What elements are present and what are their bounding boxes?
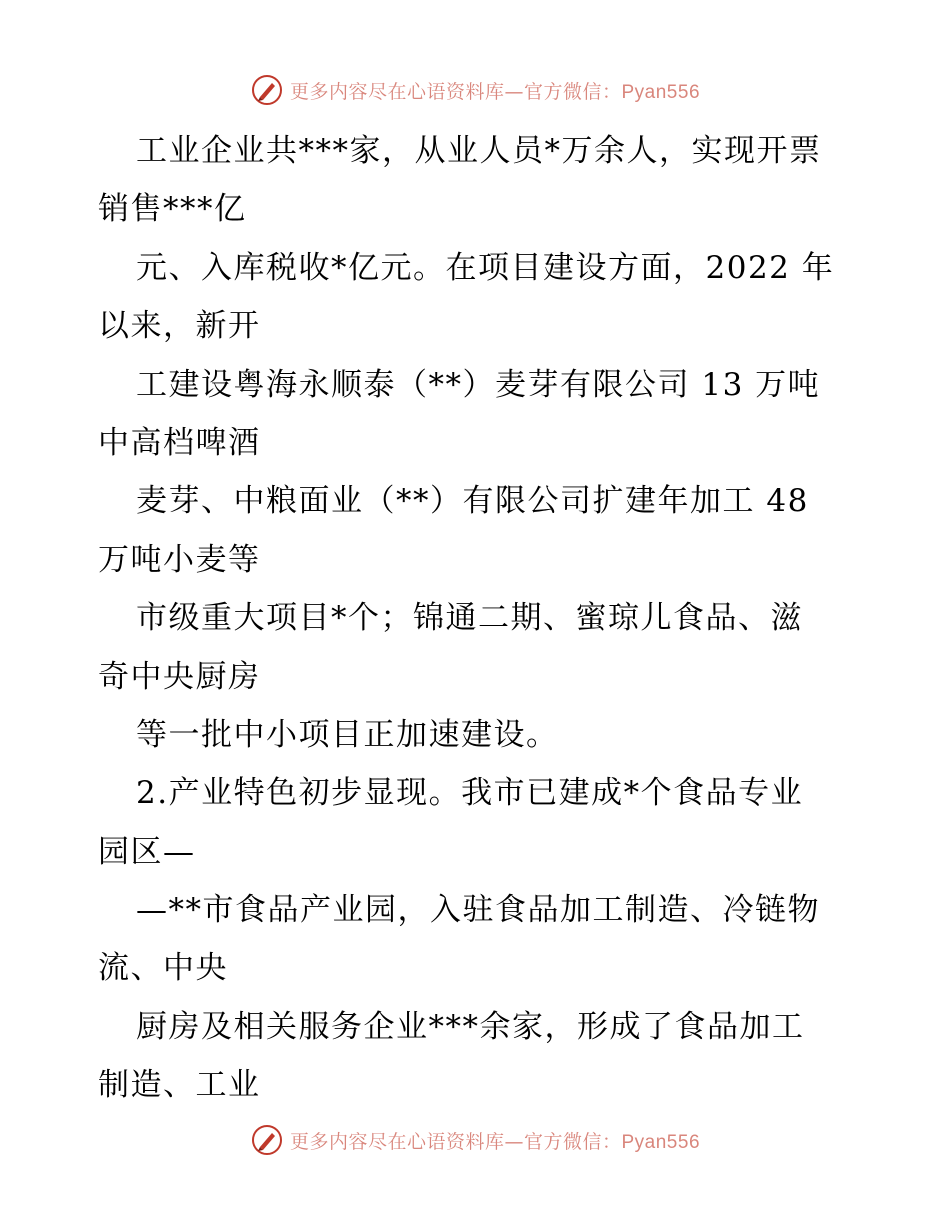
text-line: 园区— xyxy=(98,833,196,870)
text-line: 销售***亿 xyxy=(98,191,247,228)
text-line: 以来，新开 xyxy=(98,308,261,345)
text-line: 麦芽、中粮面业（**）有限公司扩建年加工 48 xyxy=(136,483,809,520)
text-line: 市级重大项目*个；锦通二期、蜜琼儿食品、滋 xyxy=(136,600,803,637)
text-line: 流、中央 xyxy=(98,950,228,987)
watermark-label: 更多内容尽在心语资料库—官方微信： xyxy=(289,1130,622,1153)
text-line: 制造、工业 xyxy=(98,1067,261,1104)
text-line: 工业企业共***家，从业人员*万余人，实现开票 xyxy=(136,133,822,169)
text-line: —**市食品产业园，入驻食品加工制造、冷链物 xyxy=(136,892,820,929)
document-body xyxy=(98,122,858,1115)
text-line: 奇中央厨房 xyxy=(98,658,261,695)
watermark-wechat-id: Pyan556 xyxy=(621,1131,701,1153)
text-line: 工建设粤海永顺泰（**）麦芽有限公司 13 万吨 xyxy=(136,366,821,403)
footer-watermark xyxy=(0,1120,950,1160)
text-line: 元、入库税收*亿元。在项目建设方面，2022 年 xyxy=(136,249,835,286)
text-line: 2.产业特色初步显现。我市已建成*个食品专业 xyxy=(136,775,804,812)
text-line: 万吨小麦等 xyxy=(98,541,261,578)
watermark-wechat-id: Pyan556 xyxy=(621,81,701,103)
text-line: 厨房及相关服务企业***余家，形成了食品加工 xyxy=(136,1008,805,1045)
pen-nib-logo-icon xyxy=(250,73,284,107)
watermark-label: 更多内容尽在心语资料库—官方微信： xyxy=(289,80,622,103)
pen-nib-logo-icon xyxy=(250,1123,284,1157)
text-line: 等一批中小项目正加速建设。 xyxy=(136,716,559,753)
watermark-text xyxy=(290,77,700,104)
watermark-text xyxy=(290,1127,700,1154)
header-watermark xyxy=(0,70,950,110)
text-line: 中高档啤酒 xyxy=(98,424,261,461)
